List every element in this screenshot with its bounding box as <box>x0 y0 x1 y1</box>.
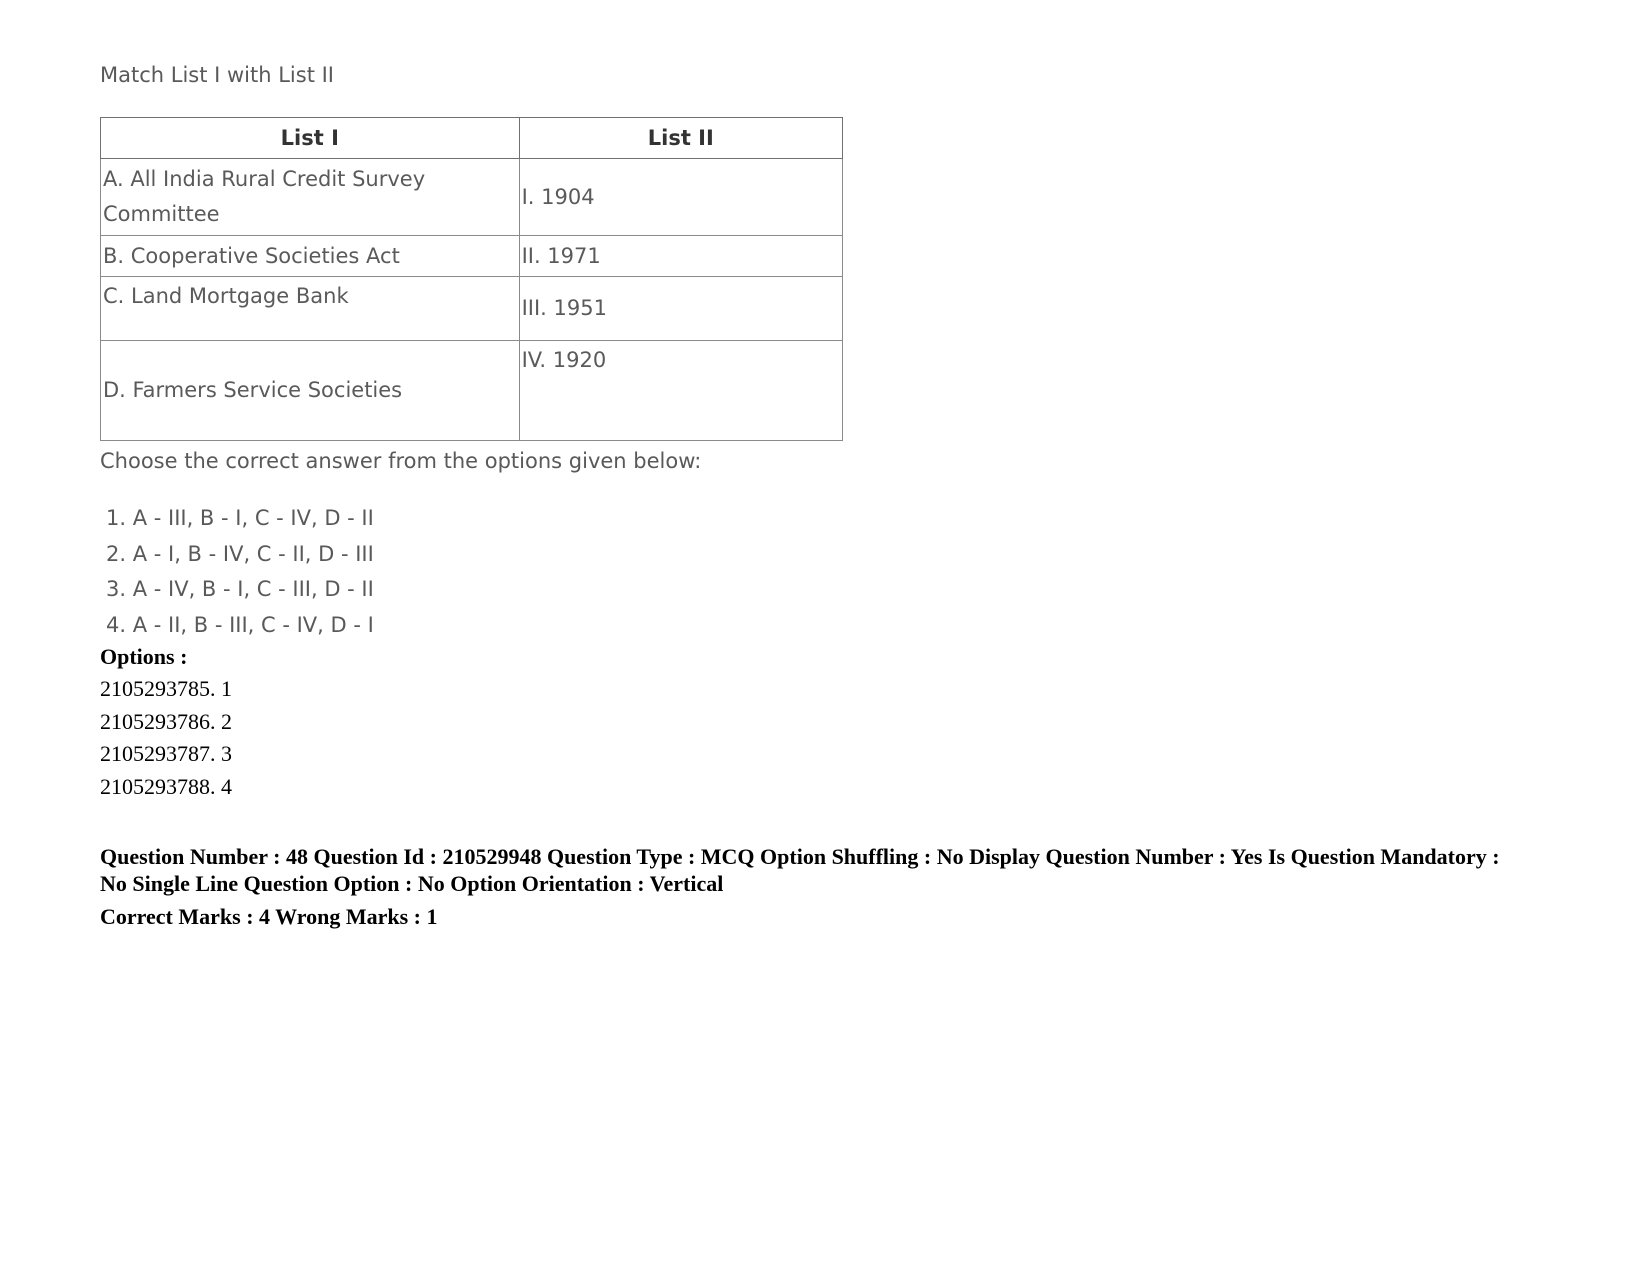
table-header-row <box>101 118 843 159</box>
option-id-line: 2105293788. 4 <box>100 773 232 799</box>
question-image <box>100 55 880 643</box>
header-list-ii: List II <box>519 118 842 159</box>
list-ii-cell: III. 1951 <box>519 277 842 341</box>
list-i-cell: A. All India Rural Credit Survey Committee <box>101 159 520 236</box>
list-ii-cell: II. 1971 <box>519 236 842 277</box>
table-row <box>101 159 843 236</box>
table-row <box>101 236 843 277</box>
question-intro: Match List I with List II <box>100 63 335 87</box>
list-i-cell: B. Cooperative Societies Act <box>101 236 520 277</box>
question-meta <box>100 640 1520 930</box>
list-i-cell: C. Land Mortgage Bank <box>101 277 520 341</box>
table-row <box>101 341 843 441</box>
match-table <box>100 117 843 441</box>
question-info: Question Number : 48 Question Id : 210529948 Question Type : MCQ Option Shuffling : No Display Question Number : Yes Is Question Mandatory : No Single Line Question Option : No Option Orientation : Vertical <box>100 844 1500 896</box>
list-ii-cell: IV. 1920 <box>519 341 842 441</box>
table-row <box>101 277 843 341</box>
list-i-cell: D. Farmers Service Societies <box>101 341 520 441</box>
option-id-line: 2105293787. 3 <box>100 741 232 766</box>
marks-info: Correct Marks : 4 Wrong Marks : 1 <box>100 904 438 929</box>
choose-instruction: Choose the correct answer from the options given below: <box>100 449 702 473</box>
answer-choice: 1. A - III, B - I, C - IV, D - II <box>106 506 374 530</box>
answer-choice: 4. A - II, B - III, C - IV, D - I <box>106 612 374 637</box>
answer-choice: 2. A - I, B - IV, C - II, D - III <box>106 541 374 566</box>
answer-choices <box>100 501 880 643</box>
options-label: Options : <box>100 644 188 669</box>
option-id-line: 2105293785. 1 <box>100 676 232 701</box>
header-list-i: List I <box>101 118 520 159</box>
option-id-line: 2105293786. 2 <box>100 708 232 734</box>
answer-choice: 3. A - IV, B - I, C - III, D - II <box>106 577 374 601</box>
list-ii-cell: I. 1904 <box>519 159 842 236</box>
